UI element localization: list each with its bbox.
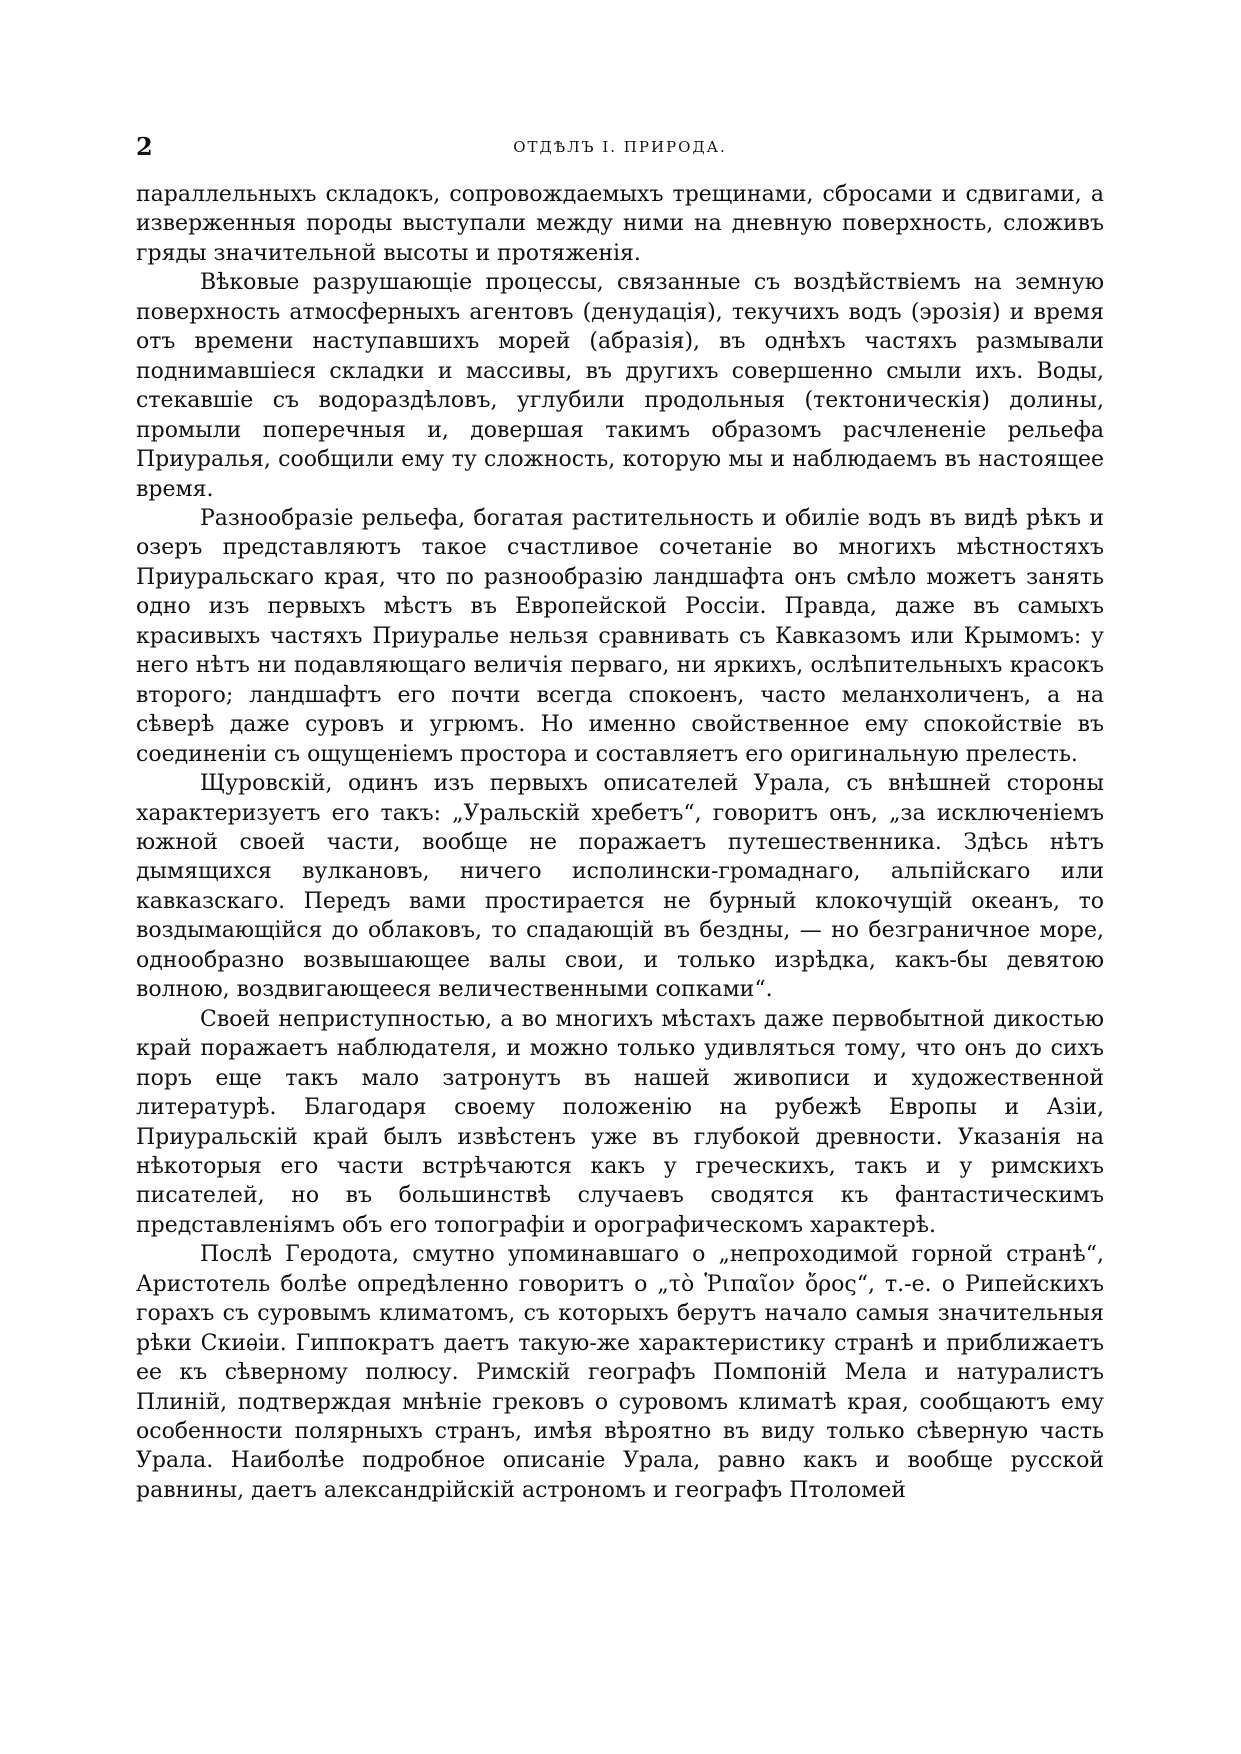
paragraph-landscape-variety: Разнообразіе рельефа, богатая растительность и обиліе водъ въ видѣ рѣкъ и озеръ представляютъ такое счастливое сочетаніе во многихъ мѣстностяхъ Приуральскаго края, что по разнообразію ландшафта онъ смѣло можетъ занять одно изъ первыхъ мѣстъ въ Европейской Россіи. Правда, даже въ самыхъ красивыхъ частяхъ Приуралье нельзя сравнивать съ Кавказомъ или Крымомъ: у него нѣтъ ни подавляющаго величія перваго, ни яркихъ, ослѣпительныхъ красокъ второго; ландшафтъ его почти всегда спокоенъ, часто меланхоличенъ, а на сѣверѣ даже суровъ и угрюмъ. Но именно свойственное ему спокойствіе въ соединеніи съ ощущеніемъ простора и составляетъ его оригинальную прелесть.: [136, 505, 1104, 767]
paragraph-erosion-processes: Вѣковые разрушающіе процессы, связанные съ воздѣйствіемъ на земную поверхность атмосферныхъ агентовъ (денудація), текучихъ водъ (эрозія) и время отъ времени наступавшихъ морей (абразія), въ однѣхъ частяхъ размывали поднимавшіеся складки и массивы, въ другихъ совершенно смыли ихъ. Воды, стекавшіе съ водораздѣловъ, углубили продольныя (тектоническія) долины, промыли поперечныя и, довершая такимъ образомъ расчлененіе рельефа Приуралья, сообщили ему ту сложность, которую мы и наблюдаемъ въ настоящее время.: [136, 270, 1104, 502]
running-head: ОТДѢЛЪ I. ПРИРОДА.: [513, 138, 727, 156]
page-number: 2: [136, 132, 153, 161]
paragraph-continuation: параллельныхъ складокъ, сопровождаемыхъ трещинами, сбросами и сдвигами, а изверженныя породы выступали между ними на дневную поверхность, сложивъ гряды значительной высоты и протяженія.: [136, 182, 1104, 266]
body-text: [136, 180, 1104, 1505]
page-header: [136, 132, 1104, 168]
paragraph-ancient-authors: Послѣ Геродота, смутно упоминавшаго о „непроходимой горной странѣ“, Аристотель болѣе опредѣленно говоритъ о „τὸ Ῥιπαῖον ὄρος“, т.-е. о Рипейскихъ горахъ съ суровымъ климатомъ, съ которыхъ берутъ начало самыя значительныя рѣки Скиѳіи. Гиппократъ даетъ такую-же характеристику странѣ и приближаетъ ее къ сѣверному полюсу. Римскій географъ Помпоній Мела и натуралистъ Плиній, подтверждая мнѣніе грековъ о суровомъ климатѣ края, сообщаютъ ему особенности полярныхъ странъ, имѣя вѣроятно въ виду только сѣверную часть Урала. Наиболѣе подробное описаніе Урала, равно какъ и вообще русской равнины, даетъ александрійскій астрономъ и географъ Птоломей: [136, 1242, 1104, 1503]
paragraph-inaccessibility: Своей неприступностью, а во многихъ мѣстахъ даже первобытной дикостью край поражаетъ наблюдателя, и можно только удивляться тому, что онъ до сихъ поръ еще такъ мало затронутъ въ нашей живописи и художественной литературѣ. Благодаря своему положенію на рубежѣ Европы и Азіи, Приуральскій край былъ извѣстенъ уже въ глубокой древности. Указанія на нѣкоторыя его части встрѣчаются какъ у греческихъ, такъ и у римскихъ писателей, но въ большинствѣ случаевъ сводятся къ фантастическимъ представленіямъ объ его топографіи и орографическомъ характерѣ.: [136, 1006, 1104, 1238]
paragraph-shchurovsky-quote: Щуровскій, одинъ изъ первыхъ описателей Урала, съ внѣшней стороны характеризуетъ его такъ: „Уральскій хребетъ“, говоритъ онъ, „за исключеніемъ южной своей части, вообще не поражаетъ путешественника. Здѣсь нѣтъ дымящихся вулкановъ, ничего исполински-громаднаго, альпійскаго или кавказскаго. Передъ вами простирается не бурный клокочущій океанъ, то воздымающійся до облаковъ, то спадающій въ бездны, — но безграничное море, однообразно возвышающее валы свои, и только изрѣдка, какъ-бы девятою волною, воздвигающееся величественными сопками“.: [136, 771, 1104, 1003]
